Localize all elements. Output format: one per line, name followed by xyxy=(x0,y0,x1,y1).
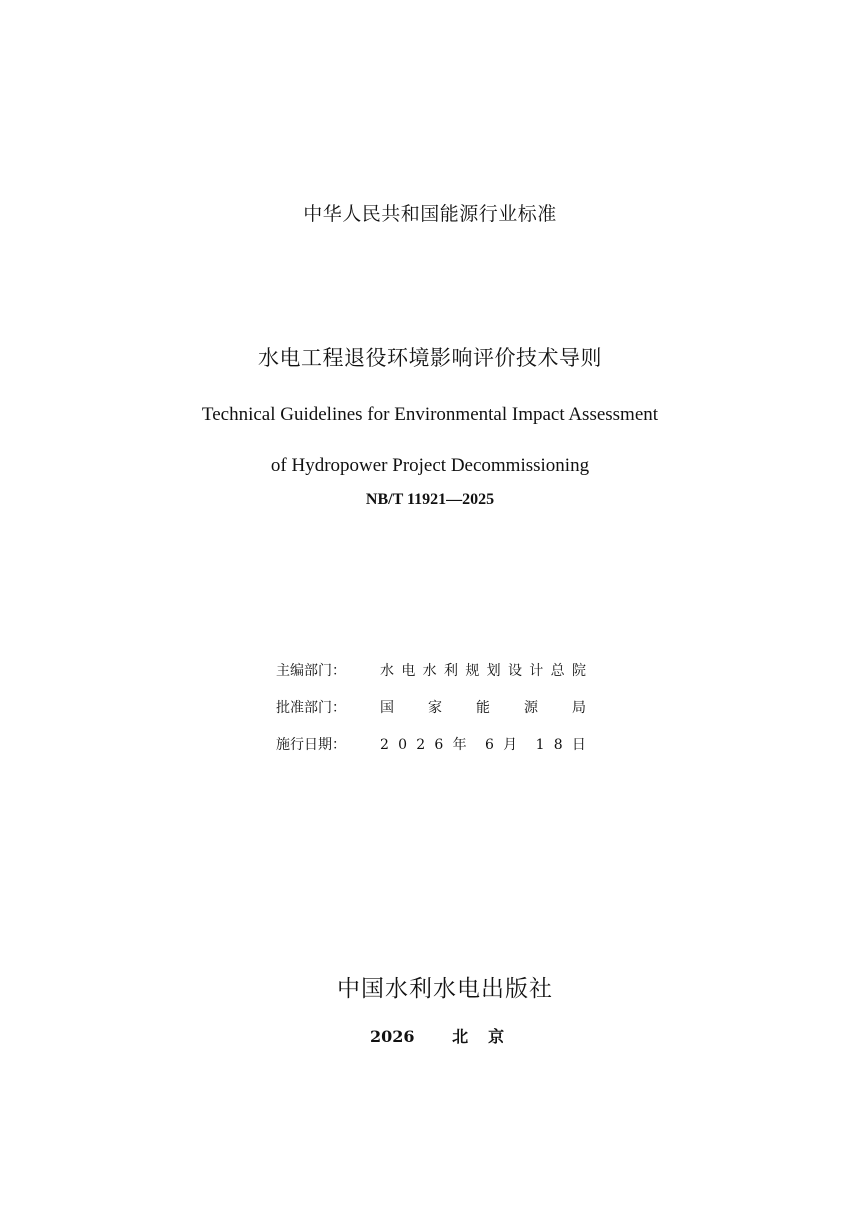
char: 设 xyxy=(507,663,522,679)
char: 利 xyxy=(443,663,458,679)
char: 总 xyxy=(550,663,565,679)
char: 8 xyxy=(553,737,563,753)
char: 月 xyxy=(503,737,518,753)
char: 规 xyxy=(465,663,480,679)
info-value-editor xyxy=(380,661,586,681)
info-row-editor xyxy=(276,661,596,698)
char: 年 xyxy=(452,737,467,753)
char: 划 xyxy=(486,663,501,679)
standard-type-header: 中华人民共和国能源行业标准 xyxy=(303,203,557,225)
char: 日 xyxy=(571,737,586,753)
char: 2 xyxy=(416,737,426,753)
char: 能 xyxy=(476,700,490,716)
char: 家 xyxy=(428,700,442,716)
char: 2 xyxy=(380,737,389,753)
char: 国 xyxy=(380,700,394,716)
standard-number: NB/T 11921—2025 xyxy=(365,491,495,508)
info-value-effective-date xyxy=(380,735,586,755)
publication-city: 北京 xyxy=(452,1027,525,1046)
info-label-approver: 批准部门： xyxy=(276,700,346,716)
char: 0 xyxy=(398,737,408,753)
char: 电 xyxy=(401,663,416,679)
char: 水 xyxy=(422,663,437,679)
publisher-name: 中国水利水电出版社 xyxy=(337,976,553,1002)
publication-year: 2026 xyxy=(370,1027,415,1046)
char: 院 xyxy=(571,663,586,679)
info-row-effective-date xyxy=(276,735,596,772)
document-title-cn: 水电工程退役环境影响评价技术导则 xyxy=(258,346,602,370)
info-label-effective-date: 施行日期： xyxy=(276,737,346,753)
char: 局 xyxy=(572,700,586,716)
char: 水 xyxy=(380,663,394,679)
publication-line xyxy=(370,1024,524,1047)
char: 6 xyxy=(434,737,444,753)
info-value-approver xyxy=(380,698,586,718)
document-title-en-line2: of Hydropower Project Decommissioning xyxy=(270,455,590,476)
info-label-editor: 主编部门： xyxy=(276,663,346,679)
document-title-en-line1: Technical Guidelines for Environmental Impact Assessment xyxy=(201,404,659,425)
char: 1 xyxy=(535,737,545,753)
info-block xyxy=(276,661,596,772)
char: 源 xyxy=(524,700,538,716)
info-row-approver xyxy=(276,698,596,735)
char: 计 xyxy=(529,663,544,679)
char: 6 xyxy=(485,737,494,753)
